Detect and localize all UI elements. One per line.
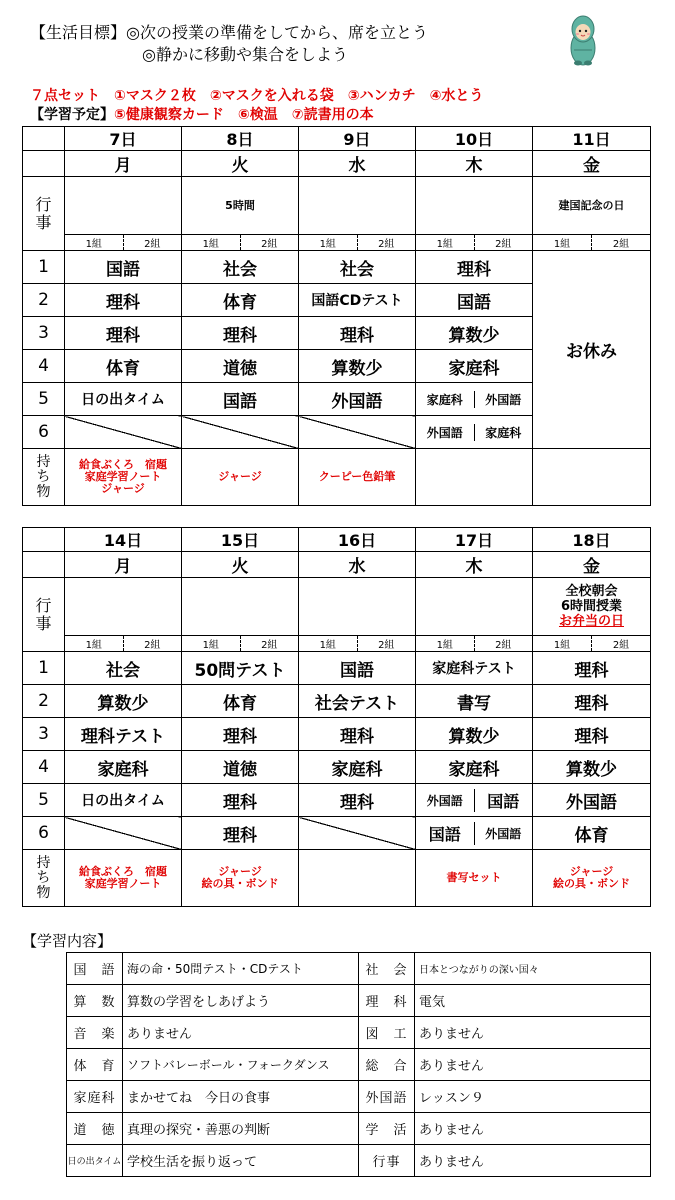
subject-cell: 体育 xyxy=(182,685,299,718)
group-1-subject: 外国語 xyxy=(416,789,475,812)
corner-cell xyxy=(23,127,65,151)
study-plan-line xyxy=(30,106,374,124)
content-row xyxy=(67,1145,651,1177)
subject-cell: 国語 xyxy=(182,383,299,416)
items-cell: 給食ぶくろ 宿題 家庭学習ノート xyxy=(65,850,182,907)
subject-cell: 理科 xyxy=(416,251,533,284)
set-item: ⑦読書用の本 xyxy=(291,107,374,123)
group-cell xyxy=(182,636,299,652)
period-number: 6 xyxy=(23,416,65,449)
group-cell xyxy=(65,636,182,652)
weekday-cell: 木 xyxy=(416,552,533,578)
items-cell: ジャージ 絵の具・ボンド xyxy=(533,850,651,907)
day-cell: 11日 xyxy=(533,127,651,151)
items-cell: ジャージ 絵の具・ボンド xyxy=(182,850,299,907)
event-cell xyxy=(416,578,533,636)
event-cell xyxy=(182,578,299,636)
subject-cell: 算数少 xyxy=(416,718,533,751)
set-item: ①マスク２枚 xyxy=(114,88,196,104)
group-2-subject: 家庭科 xyxy=(485,425,522,440)
split-subject-cell xyxy=(416,416,533,449)
group-1-label: 1組 xyxy=(533,235,592,250)
subject-content: ありません xyxy=(415,1145,651,1177)
event-cell xyxy=(65,177,182,235)
set-item: ③ハンカチ xyxy=(347,88,416,104)
period-number: 3 xyxy=(23,718,65,751)
period-row xyxy=(23,685,651,718)
event-cell xyxy=(299,177,416,235)
group-2-subject: 国語 xyxy=(487,791,520,811)
period-row xyxy=(23,251,651,284)
seven-point-set xyxy=(30,87,483,105)
period-number: 2 xyxy=(23,284,65,317)
day-row xyxy=(23,127,651,151)
subject-name: 道 徳 xyxy=(67,1113,123,1145)
subject-content: ありません xyxy=(415,1017,651,1049)
subject-cell: 理科 xyxy=(65,284,182,317)
subject-content: 海の命・50問テスト・CDテスト xyxy=(123,953,359,985)
period-number: 5 xyxy=(23,383,65,416)
subject-cell: 家庭科 xyxy=(416,751,533,784)
subject-name: 総 合 xyxy=(359,1049,415,1081)
period-number: 5 xyxy=(23,784,65,817)
empty-slash-cell xyxy=(65,817,182,850)
group-1-label: 1組 xyxy=(65,636,124,651)
subject-content: ソフトバレーボール・フォークダンス xyxy=(123,1049,359,1081)
day-cell: 18日 xyxy=(533,528,651,552)
period-number: 4 xyxy=(23,751,65,784)
group-cell xyxy=(299,636,416,652)
group-row xyxy=(23,235,651,251)
set-item: ⑤健康観察カード xyxy=(114,107,224,123)
subject-cell: 理科 xyxy=(182,317,299,350)
group-row xyxy=(23,636,651,652)
group-2-label: 2組 xyxy=(495,640,512,651)
period-row xyxy=(23,652,651,685)
subject-cell: 理科 xyxy=(533,652,651,685)
items-cell xyxy=(416,449,533,506)
group-2-label: 2組 xyxy=(378,239,395,250)
group-2-subject: 外国語 xyxy=(485,392,522,407)
weekday-cell: 火 xyxy=(182,151,299,177)
goal-line-1: ◎次の授業の準備をしてから、席を立とう xyxy=(126,23,428,42)
empty-slash-cell xyxy=(65,416,182,449)
day-cell: 9日 xyxy=(299,127,416,151)
bento-day-text: お弁当の日 xyxy=(558,614,624,629)
group-1-label: 1組 xyxy=(299,636,358,651)
group-cell xyxy=(533,636,651,652)
set-item: ④水とう xyxy=(429,88,484,104)
learning-content-table xyxy=(66,952,651,1177)
split-subject-cell xyxy=(416,784,533,817)
group-cell xyxy=(533,235,651,251)
weekday-cell: 月 xyxy=(65,552,182,578)
subject-content: 学校生活を振り返って xyxy=(123,1145,359,1177)
subject-cell: 道徳 xyxy=(182,350,299,383)
group-2-label: 2組 xyxy=(612,640,630,651)
subject-cell: 理科 xyxy=(533,718,651,751)
period-row xyxy=(23,784,651,817)
split-subject-cell xyxy=(416,817,533,850)
subject-cell: 国語 xyxy=(65,251,182,284)
subject-name: 外国語 xyxy=(359,1081,415,1113)
subject-name: 理 科 xyxy=(359,985,415,1017)
group-2-subject: 外国語 xyxy=(485,826,522,841)
subject-name: 図 工 xyxy=(359,1017,415,1049)
group-1-label: 1組 xyxy=(416,235,475,250)
group-1-label: 1組 xyxy=(299,235,358,250)
event-cell xyxy=(65,578,182,636)
set-item: ⑥検温 xyxy=(237,107,278,123)
mascot-illustration xyxy=(566,12,600,66)
subject-cell: 社会 xyxy=(182,251,299,284)
group-cell xyxy=(416,636,533,652)
corner-cell xyxy=(23,552,65,578)
group-1-label: 1組 xyxy=(182,235,241,250)
weekday-cell: 水 xyxy=(299,151,416,177)
subject-cell: 算数少 xyxy=(299,350,416,383)
subject-cell: 書写 xyxy=(416,685,533,718)
period-number: 1 xyxy=(23,251,65,284)
subject-cell: 社会 xyxy=(65,652,182,685)
items-label: 持 ち 物 xyxy=(23,449,65,506)
event-cell: 5時間 xyxy=(182,177,299,235)
subject-content: まかせてね 今日の食事 xyxy=(123,1081,359,1113)
subject-cell: 理科 xyxy=(299,317,416,350)
subject-cell: 算数少 xyxy=(416,317,533,350)
items-cell: ジャージ xyxy=(182,449,299,506)
schedule-week-1 xyxy=(22,126,651,506)
subject-cell: 理科 xyxy=(299,718,416,751)
subject-content: ありません xyxy=(123,1017,359,1049)
group-cell xyxy=(65,235,182,251)
items-cell xyxy=(533,449,651,506)
group-cell xyxy=(299,235,416,251)
subject-cell: 理科テスト xyxy=(65,718,182,751)
group-1-label: 1組 xyxy=(533,636,592,651)
group-2-label: 2組 xyxy=(261,640,278,651)
period-row xyxy=(23,751,651,784)
day-cell: 8日 xyxy=(182,127,299,151)
group-1-subject: 家庭科 xyxy=(416,391,475,408)
content-row xyxy=(67,953,651,985)
subject-cell: 家庭科 xyxy=(416,350,533,383)
group-2-label: 2組 xyxy=(144,239,161,250)
event-cell: 建国記念の日 xyxy=(533,177,651,235)
items-cell: 書写セット xyxy=(416,850,533,907)
subject-cell: 体育 xyxy=(182,284,299,317)
content-row xyxy=(67,1017,651,1049)
subject-cell: 算数少 xyxy=(65,685,182,718)
items-cell: クーピー色鉛筆 xyxy=(299,449,416,506)
subject-cell: 理科 xyxy=(182,784,299,817)
subject-name: 日の出タイム xyxy=(67,1145,123,1177)
period-number: 4 xyxy=(23,350,65,383)
day-cell: 15日 xyxy=(182,528,299,552)
group-2-label: 2組 xyxy=(378,640,395,651)
group-1-subject: 国語 xyxy=(416,822,475,845)
subject-cell: 国語 xyxy=(416,284,533,317)
group-1-label: 1組 xyxy=(416,636,475,651)
weekday-cell: 金 xyxy=(533,151,651,177)
event-row xyxy=(23,578,651,636)
period-number: 3 xyxy=(23,317,65,350)
subject-cell: 道徳 xyxy=(182,751,299,784)
subject-cell: 国語 xyxy=(299,652,416,685)
period-row xyxy=(23,718,651,751)
content-row xyxy=(67,985,651,1017)
event-cell xyxy=(299,578,416,636)
items-cell: 給食ぶくろ 宿題 家庭学習ノート ジャージ xyxy=(65,449,182,506)
subject-name: 音 楽 xyxy=(67,1017,123,1049)
group-2-label: 2組 xyxy=(261,239,278,250)
subject-cell: 理科 xyxy=(182,817,299,850)
subject-cell: 日の出タイム xyxy=(65,383,182,416)
weekday-cell: 水 xyxy=(299,552,416,578)
schedule-week-2 xyxy=(22,527,651,907)
day-row xyxy=(23,528,651,552)
content-title: 【学習内容】 xyxy=(22,932,113,950)
subject-name: 学 活 xyxy=(359,1113,415,1145)
group-2-label: 2組 xyxy=(495,239,512,250)
empty-slash-cell xyxy=(299,416,416,449)
items-cell xyxy=(299,850,416,907)
period-row xyxy=(23,817,651,850)
weekday-row xyxy=(23,151,651,177)
split-subject-cell xyxy=(416,383,533,416)
event-cell xyxy=(416,177,533,235)
subject-content: レッスン９ xyxy=(415,1081,651,1113)
content-row xyxy=(67,1081,651,1113)
set-item: ②マスクを入れる袋 xyxy=(209,88,334,104)
empty-slash-cell xyxy=(299,817,416,850)
day-cell: 14日 xyxy=(65,528,182,552)
subject-cell: 国語CDテスト xyxy=(299,284,416,317)
holiday-cell: お休み xyxy=(533,251,651,449)
event-label: 行 事 xyxy=(23,177,65,251)
subject-cell: 家庭科 xyxy=(65,751,182,784)
empty-slash-cell xyxy=(182,416,299,449)
life-goal xyxy=(30,22,428,44)
group-2-label: 2組 xyxy=(612,239,630,250)
event-row xyxy=(23,177,651,235)
subject-cell: 体育 xyxy=(65,350,182,383)
group-cell xyxy=(182,235,299,251)
event-label: 行 事 xyxy=(23,578,65,652)
subject-cell: 体育 xyxy=(533,817,651,850)
group-1-label: 1組 xyxy=(65,235,124,250)
day-cell: 17日 xyxy=(416,528,533,552)
group-2-label: 2組 xyxy=(144,640,161,651)
group-cell xyxy=(416,235,533,251)
goal-line-2: ◎静かに移動や集合をしよう xyxy=(142,45,348,64)
subject-content: 電気 xyxy=(415,985,651,1017)
subject-cell: 社会テスト xyxy=(299,685,416,718)
group-1-subject: 外国語 xyxy=(416,424,475,441)
subject-content: 算数の学習をしあげよう xyxy=(123,985,359,1017)
day-cell: 10日 xyxy=(416,127,533,151)
event-text: 全校朝会 6時間授業 xyxy=(560,584,623,614)
subject-cell: 算数少 xyxy=(533,751,651,784)
event-cell xyxy=(533,578,651,636)
period-number: 6 xyxy=(23,817,65,850)
study-plan-label: 【学習予定】 xyxy=(30,107,114,123)
corner-cell xyxy=(23,151,65,177)
subject-content: 日本とつながりの深い国々 xyxy=(415,953,651,985)
subject-name: 社 会 xyxy=(359,953,415,985)
weekday-row xyxy=(23,552,651,578)
subject-name: 行事 xyxy=(359,1145,415,1177)
subject-cell: 理科 xyxy=(65,317,182,350)
subject-cell: 理科 xyxy=(299,784,416,817)
content-row xyxy=(67,1049,651,1081)
subject-content: 真理の探究・善悪の判断 xyxy=(123,1113,359,1145)
subject-content: ありません xyxy=(415,1113,651,1145)
subject-cell: 50問テスト xyxy=(182,652,299,685)
day-cell: 16日 xyxy=(299,528,416,552)
items-row xyxy=(23,449,651,506)
subject-cell: 理科 xyxy=(533,685,651,718)
goal-label: 【生活目標】 xyxy=(30,23,127,42)
subject-cell: 外国語 xyxy=(533,784,651,817)
subject-cell: 日の出タイム xyxy=(65,784,182,817)
day-cell: 7日 xyxy=(65,127,182,151)
period-number: 2 xyxy=(23,685,65,718)
weekday-cell: 火 xyxy=(182,552,299,578)
set-title: ７点セット xyxy=(30,88,100,104)
subject-name: 算 数 xyxy=(67,985,123,1017)
subject-name: 国 語 xyxy=(67,953,123,985)
subject-cell: 外国語 xyxy=(299,383,416,416)
subject-content: ありません xyxy=(415,1049,651,1081)
weekday-cell: 金 xyxy=(533,552,651,578)
subject-cell: 家庭科テスト xyxy=(416,652,533,685)
period-number: 1 xyxy=(23,652,65,685)
subject-name: 体 育 xyxy=(67,1049,123,1081)
corner-cell xyxy=(23,528,65,552)
weekday-cell: 木 xyxy=(416,151,533,177)
subject-name: 家庭科 xyxy=(67,1081,123,1113)
subject-cell: 家庭科 xyxy=(299,751,416,784)
items-row xyxy=(23,850,651,907)
subject-cell: 理科 xyxy=(182,718,299,751)
weekday-cell: 月 xyxy=(65,151,182,177)
content-row xyxy=(67,1113,651,1145)
items-label: 持 ち 物 xyxy=(23,850,65,907)
subject-cell: 社会 xyxy=(299,251,416,284)
group-1-label: 1組 xyxy=(182,636,241,651)
